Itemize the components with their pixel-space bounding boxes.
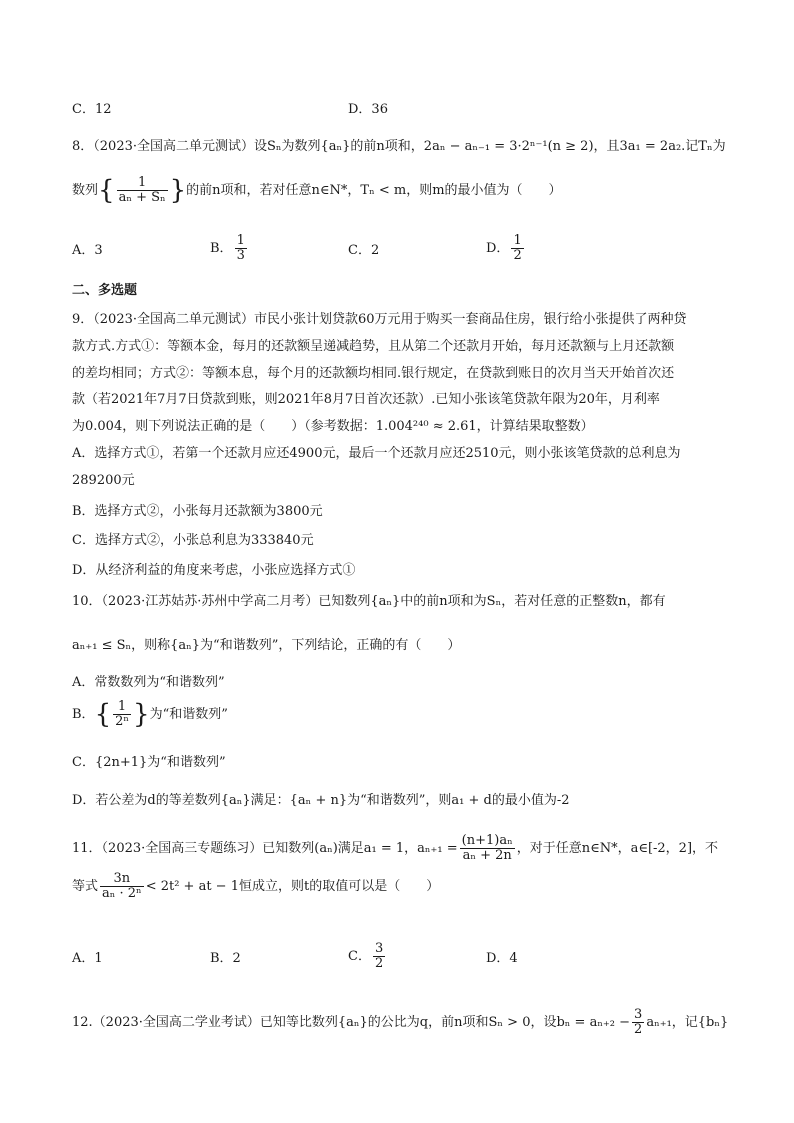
fraction-denominator: 3 bbox=[236, 248, 245, 263]
fraction-denominator: 2 bbox=[374, 956, 384, 971]
q8-sequence-fraction bbox=[117, 176, 168, 205]
right-brace: } bbox=[133, 699, 150, 730]
q11-stem-suffix: < 2t² + at − 1恒成立，则t的取值可以是（ ） bbox=[145, 879, 440, 894]
q11-stem-line1 bbox=[72, 834, 722, 863]
fraction-numerator: 3n bbox=[100, 872, 144, 887]
q10-option-d: D．若公差为d的等差数列{aₙ}满足：{aₙ + n}为“和谐数列”，则a₁ + d的最小值为-2 bbox=[72, 793, 570, 808]
left-brace: { bbox=[94, 699, 112, 730]
fraction-denominator: aₙ + 2n bbox=[462, 848, 512, 863]
q11-stem-line2 bbox=[72, 872, 722, 901]
q9-stem-line3: 的差均相同；方式②：等额本息，每个月的还款额均相同.银行规定，在贷款到账日的次月当天开始首次还 bbox=[72, 366, 675, 381]
q9-option-d: D．从经济利益的角度来考虑，小张应选择方式① bbox=[72, 563, 356, 578]
fraction-denominator: 2ⁿ bbox=[115, 714, 130, 729]
q8-stem-prefix: 数列 bbox=[72, 183, 99, 198]
q9-stem-line2: 款方式.方式①：等额本金，每月的还款额呈递减趋势，且从第二个还款月开始，每月还款额与上月还款额 bbox=[72, 339, 675, 354]
q11-recurrence-fraction bbox=[460, 834, 515, 863]
q10-option-b bbox=[72, 700, 722, 729]
fraction-numerator: 1 bbox=[113, 700, 131, 715]
option-label: B． bbox=[210, 241, 233, 256]
option-fraction bbox=[373, 942, 385, 971]
option-fraction bbox=[113, 700, 131, 729]
q8-option-c: C．2 bbox=[348, 243, 380, 258]
q12-coefficient-fraction bbox=[632, 1008, 644, 1037]
fraction-denominator: aₙ + Sₙ bbox=[118, 190, 166, 205]
q10-option-c: C．{2n+1}为“和谐数列” bbox=[72, 755, 226, 770]
q10-stem-line1: 10．（2023·江苏姑苏·苏州中学高二月考）已知数列{aₙ}中的前n项和为Sₙ，若对任意的正整数n，都有 bbox=[72, 594, 666, 609]
q10-option-a: A．常数数列为“和谐数列” bbox=[72, 675, 225, 690]
option-label: D． bbox=[486, 241, 510, 256]
q7-option-c: C．12 bbox=[72, 102, 112, 117]
left-brace: { bbox=[98, 175, 115, 206]
q12-stem-line1 bbox=[72, 1007, 729, 1037]
q12-stem-prefix: 12.（2023·全国高二学业考试）已知等比数列{aₙ}的公比为q，前n项和Sₙ > 0，设bₙ = aₙ₊₂ − bbox=[72, 1015, 631, 1030]
option-suffix: 为“和谐数列” bbox=[149, 707, 228, 722]
fraction-numerator: (n+1)aₙ bbox=[461, 833, 513, 848]
q11-stem-suffix: ，对于任意n∈N*，a∈[-2，2]，不 bbox=[516, 841, 719, 856]
q7-option-d: D．36 bbox=[348, 102, 388, 117]
q11-stem-prefix: 11．（2023·全国高三专题练习）已知数列(aₙ)满足a₁ = 1，aₙ₊₁ = bbox=[72, 841, 458, 856]
fraction-numerator: 1 bbox=[117, 176, 168, 191]
q12-stem-suffix: aₙ₊₁，记{bₙ} bbox=[646, 1015, 729, 1030]
q8-stem-suffix: 的前n项和，若对任意n∈N*，Tₙ < m，则m的最小值为（ ） bbox=[186, 183, 562, 198]
option-fraction bbox=[235, 234, 247, 263]
q9-option-a-line2: 289200元 bbox=[72, 473, 135, 488]
q11-option-b: B．2 bbox=[210, 951, 241, 966]
option-label: B． bbox=[72, 707, 95, 722]
q9-option-b: B．选择方式②，小张每月还款额为3800元 bbox=[72, 504, 323, 519]
q9-stem-line5: 为0.004，则下列说法正确的是（ ）（参考数据：1.004²⁴⁰ ≈ 2.61，计算结果取整数） bbox=[72, 419, 594, 434]
q11-option-a: A．1 bbox=[72, 951, 103, 966]
fraction-denominator: 2 bbox=[634, 1022, 643, 1037]
q10-stem-line2: aₙ₊₁ ≤ Sₙ，则称{aₙ}为“和谐数列”，下列结论，正确的有（ ） bbox=[72, 638, 461, 653]
fraction-numerator: 3 bbox=[374, 941, 384, 956]
right-brace: } bbox=[169, 175, 187, 206]
fraction-numerator: 3 bbox=[634, 1007, 643, 1022]
q11-stem-prefix: 等式 bbox=[72, 879, 99, 894]
q9-option-a-line1: A．选择方式①，若第一个还款月应还4900元，最后一个还款月应还2510元，则小张该笔贷款的总利息为 bbox=[72, 446, 681, 461]
q8-option-b bbox=[210, 234, 249, 263]
section-heading: 二、多选题 bbox=[72, 283, 138, 298]
q11-option-d: D．4 bbox=[486, 951, 518, 966]
q8-option-a: A．3 bbox=[72, 243, 103, 258]
q11-option-c bbox=[348, 942, 387, 971]
q8-option-d bbox=[486, 234, 526, 263]
option-label: C． bbox=[348, 949, 371, 964]
q8-stem-line2 bbox=[72, 176, 722, 205]
option-fraction bbox=[511, 234, 523, 263]
fraction-denominator: 2 bbox=[513, 248, 522, 263]
q9-stem-line1: 9．（2023·全国高二单元测试）市民小张计划贷款60万元用于购买一套商品住房，银行给小张提供了两种贷 bbox=[72, 312, 687, 327]
fraction-denominator: aₙ · 2ⁿ bbox=[102, 886, 142, 901]
q11-inequality-fraction bbox=[100, 872, 144, 901]
q8-stem-line1: 8．（2023·全国高二单元测试）设Sₙ为数列{aₙ}的前n项和，2aₙ − aₙ₋₁ = 3·2ⁿ⁻¹(n ≥ 2)，且3a₁ = 2a₂.记Tₙ为 bbox=[72, 139, 726, 154]
fraction-numerator: 1 bbox=[513, 233, 522, 248]
q9-stem-line4: 款（若2021年7月7日贷款到账，则2021年8月7日首次还款）.已知小张该笔贷款年限为20年，月利率 bbox=[72, 392, 660, 407]
fraction-numerator: 1 bbox=[236, 233, 245, 248]
q9-option-c: C．选择方式②，小张总利息为333840元 bbox=[72, 533, 314, 548]
